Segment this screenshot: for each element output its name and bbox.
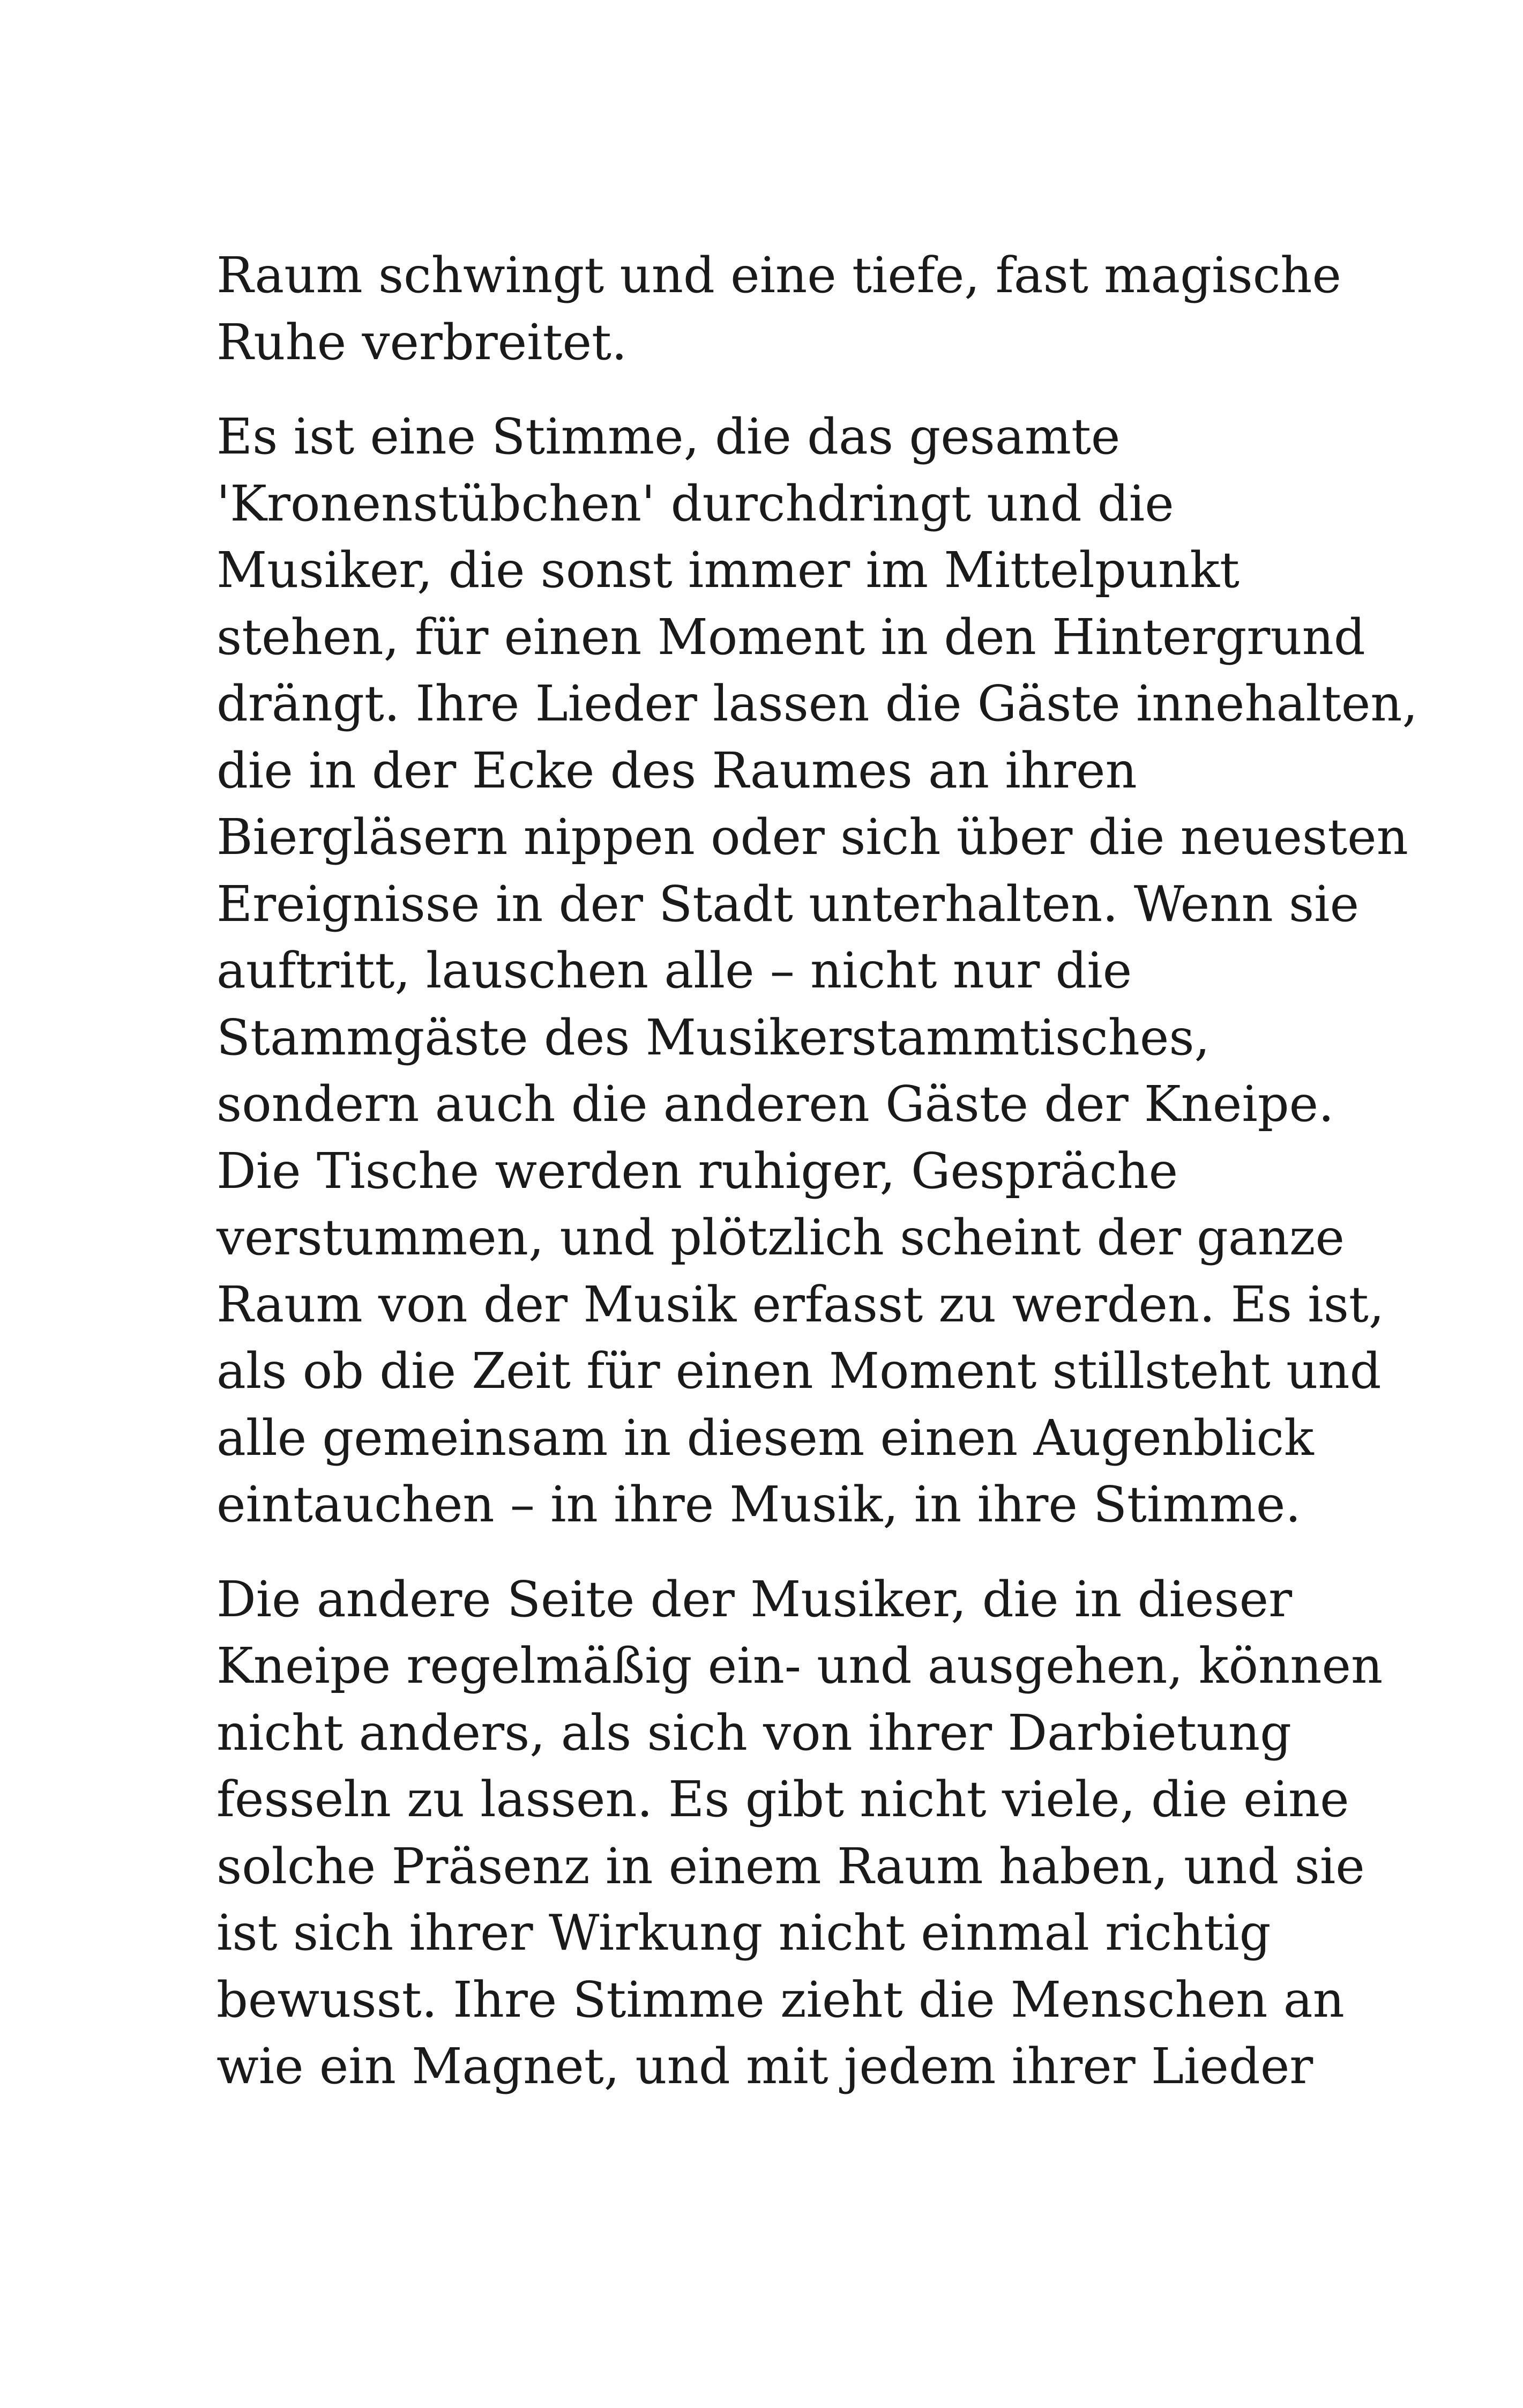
page-text	[216, 242, 1418, 2100]
text-line: Musiker, die sonst immer im Mittelpunkt	[216, 541, 1240, 599]
text-line: bewusst. Ihre Stimme zieht die Menschen an	[216, 1971, 1345, 2028]
text-line: wie ein Magnet, und mit jedem ihrer Lieder	[216, 2038, 1313, 2095]
text-line: auftritt, lauschen alle – nicht nur die	[216, 942, 1132, 999]
text-line: Die andere Seite der Musiker, die in dieser	[216, 1570, 1293, 1628]
text-line: eintauchen – in ihre Musik, in ihre Stimme.	[216, 1476, 1301, 1533]
paragraph-2	[216, 404, 1418, 1539]
text-line: alle gemeinsam in diesem einen Augenblick	[216, 1409, 1314, 1467]
text-line: ist sich ihrer Wirkung nicht einmal richtig	[216, 1904, 1271, 1961]
text-line: Stammgäste des Musikerstammtisches,	[216, 1008, 1210, 1066]
text-line: Ruhe verbreitet.	[216, 313, 628, 371]
text-line: Ereignisse in der Stadt unterhalten. Wenn sie	[216, 875, 1360, 933]
paragraph-3	[216, 1566, 1383, 2100]
text-line: drängt. Ihre Lieder lassen die Gäste innehalten,	[216, 675, 1418, 732]
text-line: Raum schwingt und eine tiefe, fast magische	[216, 247, 1341, 304]
text-line: Die Tische werden ruhiger, Gespräche	[216, 1142, 1178, 1200]
text-line: stehen, für einen Moment in den Hintergrund	[216, 608, 1365, 666]
text-line: 'Kronenstübchen' durchdringt und die	[216, 474, 1174, 532]
text-line: Es ist eine Stimme, die das gesamte	[216, 408, 1121, 465]
text-line: fesseln zu lassen. Es gibt nicht viele, die eine	[216, 1771, 1349, 1828]
text-line: Kneipe regelmäßig ein- und ausgehen, können	[216, 1637, 1383, 1694]
text-line: die in der Ecke des Raumes an ihren	[216, 741, 1137, 799]
text-line: sondern auch die anderen Gäste der Kneipe.	[216, 1075, 1334, 1133]
text-line: solche Präsenz in einem Raum haben, und sie	[216, 1837, 1365, 1895]
text-line: nicht anders, als sich von ihrer Darbietung	[216, 1704, 1292, 1762]
text-line: als ob die Zeit für einen Moment stillsteht und	[216, 1342, 1382, 1400]
text-line: Raum von der Musik erfasst zu werden. Es ist,	[216, 1275, 1385, 1333]
paragraph-1	[216, 242, 1341, 376]
text-line: verstummen, und plötzlich scheint der ganze	[216, 1209, 1345, 1266]
text-line: Biergläsern nippen oder sich über die neuesten	[216, 808, 1408, 866]
